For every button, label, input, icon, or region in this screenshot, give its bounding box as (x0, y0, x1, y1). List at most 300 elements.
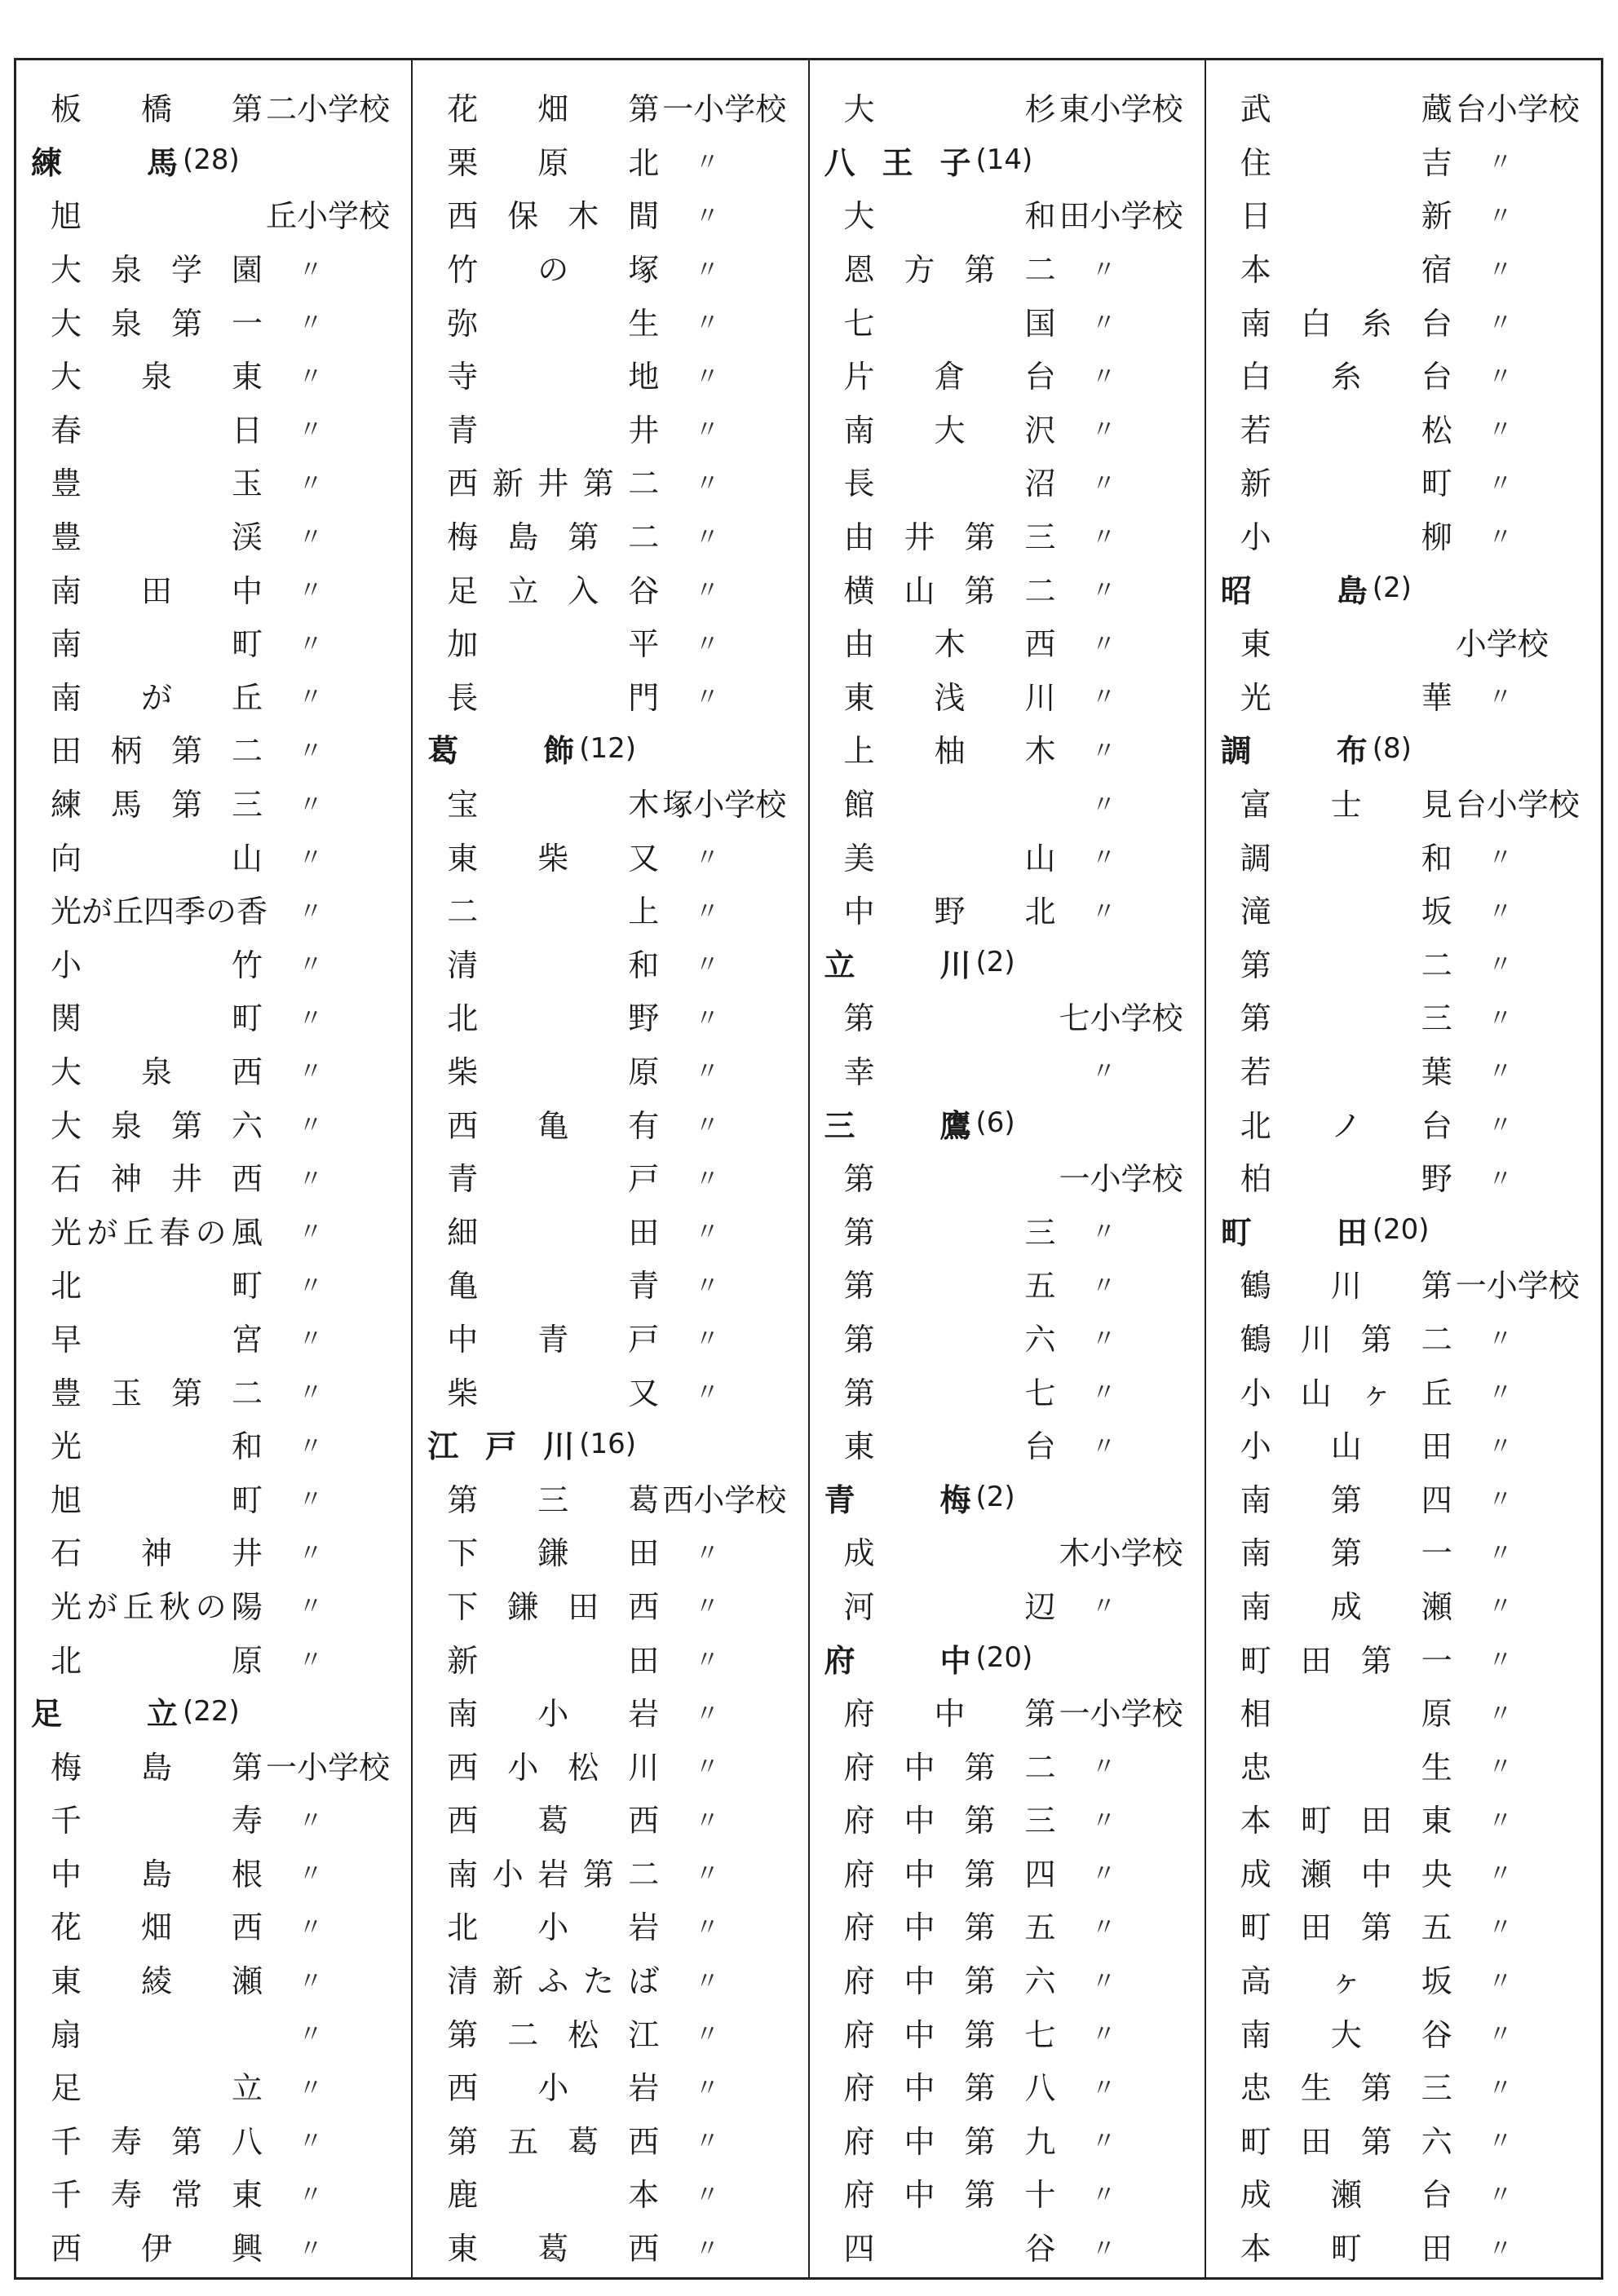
school-row (413, 1952, 807, 2006)
ditto-mark: 〃 (298, 1379, 323, 1408)
ward-name: 足立 (31, 1696, 178, 1733)
school-row (16, 294, 411, 347)
school-name: 四谷 (843, 2231, 1056, 2267)
school-row (16, 80, 411, 134)
ditto-mark: 〃 (1091, 1057, 1116, 1087)
ditto-mark: 〃 (695, 201, 720, 231)
school-row (16, 1203, 411, 1256)
school-name: 成瀬台 (1240, 2177, 1452, 2214)
school-row (1206, 1524, 1601, 1578)
school-suffix: 二小学校 (266, 91, 391, 128)
school-count: (2) (975, 1481, 1015, 1514)
ditto-mark: 〃 (695, 1218, 720, 1247)
school-row (810, 1256, 1205, 1310)
ditto-mark: 〃 (1091, 1379, 1116, 1408)
ditto-mark: 〃 (298, 1164, 323, 1194)
school-name: 大泉西 (51, 1053, 263, 1090)
school-name: 宝木 (447, 787, 660, 823)
school-row (1206, 2113, 1601, 2166)
ward-name: 葛飾 (427, 733, 575, 770)
school-row (16, 1363, 411, 1417)
ditto-mark: 〃 (1091, 1967, 1116, 1996)
school-name: 中野北 (843, 894, 1056, 930)
school-row (16, 1898, 411, 1952)
school-name: 上柚木 (843, 733, 1056, 770)
school-name: 本町田東 (1240, 1803, 1452, 1839)
school-row (810, 1952, 1205, 2006)
school-row (1206, 134, 1601, 188)
ditto-mark: 〃 (1488, 1004, 1513, 1033)
ditto-mark: 〃 (695, 2020, 720, 2050)
school-name: 館 (843, 787, 875, 823)
school-row (1206, 989, 1601, 1043)
ditto-mark: 〃 (298, 1539, 323, 1568)
ward-header (16, 134, 411, 188)
school-name: 栗原北 (447, 144, 660, 181)
school-row (413, 294, 807, 347)
ward-header (810, 1096, 1205, 1150)
school-name: 横山第二 (843, 572, 1056, 609)
school-row (413, 1043, 807, 1097)
ditto-mark: 〃 (1488, 1753, 1513, 1782)
school-row (16, 775, 411, 829)
ditto-mark: 〃 (695, 683, 720, 713)
school-row (810, 1417, 1205, 1471)
ditto-mark: 〃 (1091, 1913, 1116, 1942)
school-row (413, 134, 807, 188)
school-list-table (14, 58, 1603, 2280)
ditto-mark: 〃 (1091, 897, 1116, 926)
ditto-mark: 〃 (298, 1913, 323, 1942)
school-suffix: 塚小学校 (662, 787, 787, 823)
school-name: 第 (843, 1161, 875, 1198)
ditto-mark: 〃 (1488, 1699, 1513, 1729)
ditto-mark: 〃 (695, 897, 720, 926)
ditto-mark: 〃 (695, 1325, 720, 1354)
school-row (413, 775, 807, 829)
school-row (16, 2113, 411, 2166)
ditto-mark: 〃 (695, 844, 720, 873)
ditto-mark: 〃 (298, 362, 323, 391)
ditto-mark: 〃 (298, 576, 323, 606)
ditto-mark: 〃 (298, 469, 323, 498)
column-1 (16, 60, 413, 2277)
ditto-mark: 〃 (695, 1646, 720, 1676)
school-suffix: 一小学校 (1059, 1696, 1183, 1733)
school-row (413, 1150, 807, 1203)
ditto-mark: 〃 (695, 1057, 720, 1087)
school-name: 第七 (843, 1375, 1056, 1411)
school-name: 南大谷 (1240, 2016, 1452, 2053)
school-row (16, 401, 411, 455)
school-name: 小山田 (1240, 1428, 1452, 1465)
school-name: 町田第五 (1240, 1910, 1452, 1946)
ditto-mark: 〃 (695, 576, 720, 606)
ditto-mark: 〃 (695, 1699, 720, 1729)
school-row (810, 1043, 1205, 1097)
school-name: 東 (1240, 626, 1271, 663)
school-row (810, 722, 1205, 775)
school-name: 柏野 (1240, 1161, 1452, 1198)
school-name: 石神井 (51, 1535, 263, 1572)
ditto-mark: 〃 (298, 2127, 323, 2157)
school-row (413, 828, 807, 882)
ditto-mark: 〃 (1091, 2073, 1116, 2103)
school-name: 大泉東 (51, 359, 263, 395)
ditto-mark: 〃 (298, 2073, 323, 2103)
school-row (810, 775, 1205, 829)
ditto-mark: 〃 (298, 1967, 323, 1996)
ward-header (413, 722, 807, 775)
ditto-mark: 〃 (1488, 309, 1513, 338)
school-row (413, 1256, 807, 1310)
school-row (413, 1363, 807, 1417)
ditto-mark: 〃 (298, 255, 323, 285)
ward-header (810, 1631, 1205, 1684)
ditto-mark: 〃 (298, 523, 323, 552)
ditto-mark: 〃 (1488, 1111, 1513, 1141)
school-name: 北野 (447, 1000, 660, 1037)
school-name: 恩方第二 (843, 252, 1056, 289)
ditto-mark: 〃 (1091, 683, 1116, 713)
school-row (810, 1737, 1205, 1791)
ward-header (810, 936, 1205, 990)
ditto-mark: 〃 (695, 951, 720, 980)
school-row (16, 1524, 411, 1578)
school-row (810, 1898, 1205, 1952)
school-row (413, 401, 807, 455)
school-name: 小柳 (1240, 519, 1452, 556)
school-name: 小竹 (51, 947, 263, 983)
school-name: 南田中 (51, 572, 263, 609)
school-name: 新町 (1240, 466, 1452, 502)
school-name: 向山 (51, 840, 263, 876)
ward-header (16, 1684, 411, 1738)
school-row (16, 1845, 411, 1899)
ditto-mark: 〃 (298, 1111, 323, 1141)
school-name: 青井 (447, 412, 660, 448)
school-name: 鹿本 (447, 2177, 660, 2214)
ditto-mark: 〃 (695, 523, 720, 552)
ditto-mark: 〃 (1091, 629, 1116, 659)
school-name: 南小岩第二 (447, 1856, 660, 1892)
school-name: 成 (843, 1535, 875, 1572)
ditto-mark: 〃 (298, 1271, 323, 1300)
school-row (16, 1256, 411, 1310)
school-name: 長沼 (843, 466, 1056, 502)
school-name: 南町 (51, 626, 263, 663)
school-name: 大泉学園 (51, 252, 263, 289)
school-name: 東綾瀬 (51, 1963, 263, 2000)
school-row (1206, 1684, 1601, 1738)
school-row (1206, 401, 1601, 455)
school-row (810, 989, 1205, 1043)
school-name: 第 (843, 1000, 875, 1037)
school-name: 大杉 (843, 91, 1056, 128)
ditto-mark: 〃 (298, 2234, 323, 2263)
school-name: 光が丘四季の香 (51, 894, 268, 930)
ditto-mark: 〃 (298, 1218, 323, 1247)
school-name: 千寿第八 (51, 2123, 263, 2160)
column-3 (810, 60, 1206, 2277)
ditto-mark: 〃 (298, 1860, 323, 1889)
school-row (413, 1470, 807, 1524)
school-name: 七国 (843, 305, 1056, 342)
school-row (810, 454, 1205, 508)
ditto-mark: 〃 (1488, 683, 1513, 713)
school-name: 豊玉第二 (51, 1375, 263, 1411)
school-name: 弥生 (447, 305, 660, 342)
ditto-mark: 〃 (1091, 416, 1116, 445)
school-row (16, 2005, 411, 2059)
school-row (413, 454, 807, 508)
school-row (16, 1631, 411, 1684)
school-row (810, 2219, 1205, 2273)
ditto-mark: 〃 (695, 1753, 720, 1782)
school-name: 扇 (51, 2016, 82, 2053)
school-row (1206, 1845, 1601, 1899)
school-name: 加平 (447, 626, 660, 663)
school-row (1206, 2005, 1601, 2059)
school-name: 北町 (51, 1268, 263, 1305)
ditto-mark: 〃 (695, 1111, 720, 1141)
school-name: 若葉 (1240, 1053, 1452, 1090)
school-row (16, 454, 411, 508)
column-4 (1206, 60, 1601, 2277)
school-row (16, 1310, 411, 1364)
ditto-mark: 〃 (1488, 1539, 1513, 1568)
ditto-mark: 〃 (695, 629, 720, 659)
school-name: 西亀有 (447, 1107, 660, 1144)
school-name: 第三葛 (447, 1481, 660, 1518)
school-name: 鶴川第 (1240, 1268, 1452, 1305)
school-row (16, 561, 411, 615)
school-name: 柴原 (447, 1053, 660, 1090)
ward-header (1206, 1203, 1601, 1256)
school-name: 西新井第二 (447, 466, 660, 502)
ditto-mark: 〃 (1488, 1057, 1513, 1087)
ditto-mark: 〃 (695, 2073, 720, 2103)
ditto-mark: 〃 (298, 897, 323, 926)
ward-name: 昭島 (1220, 572, 1368, 609)
ditto-mark: 〃 (1091, 1592, 1116, 1622)
school-name: 西伊興 (51, 2231, 263, 2267)
ditto-mark: 〃 (298, 1592, 323, 1622)
school-row (1206, 454, 1601, 508)
school-name: 光が丘春の風 (51, 1214, 263, 1251)
school-row (413, 989, 807, 1043)
school-name: 田柄第二 (51, 733, 263, 770)
school-name: 町田第六 (1240, 2123, 1452, 2160)
school-name: 北原 (51, 1642, 263, 1679)
ditto-mark: 〃 (1488, 1860, 1513, 1889)
school-row (413, 1578, 807, 1631)
ditto-mark: 〃 (1091, 1432, 1116, 1461)
school-name: 石神井西 (51, 1161, 263, 1198)
ditto-mark: 〃 (1488, 2073, 1513, 2103)
ditto-mark: 〃 (695, 309, 720, 338)
school-name: 高ヶ坂 (1240, 1963, 1452, 2000)
ditto-mark: 〃 (1488, 1486, 1513, 1515)
school-count: (20) (975, 1641, 1033, 1675)
school-name: 府中第五 (843, 1910, 1056, 1946)
ditto-mark: 〃 (1091, 1753, 1116, 1782)
ditto-mark: 〃 (1091, 362, 1116, 391)
school-suffix: 一小学校 (266, 1749, 391, 1786)
school-row (413, 561, 807, 615)
school-row (413, 508, 807, 562)
ditto-mark: 〃 (1488, 362, 1513, 391)
school-row (413, 1203, 807, 1256)
school-count: (14) (975, 144, 1033, 177)
ditto-mark: 〃 (1488, 1806, 1513, 1835)
school-name: 東柴又 (447, 840, 660, 876)
ditto-mark: 〃 (1091, 576, 1116, 606)
school-name: 第二 (1240, 947, 1452, 983)
school-name: 花畑西 (51, 1910, 263, 1946)
ditto-mark: 〃 (1091, 2020, 1116, 2050)
school-row (810, 1791, 1205, 1845)
school-name: 本町田 (1240, 2231, 1452, 2267)
school-row (16, 2059, 411, 2113)
school-name: 南成瀬 (1240, 1588, 1452, 1625)
school-row (413, 1791, 807, 1845)
ditto-mark: 〃 (298, 1004, 323, 1033)
school-row (810, 1524, 1205, 1578)
school-name: 北小岩 (447, 1910, 660, 1946)
school-name: 滝坂 (1240, 894, 1452, 930)
school-name: 中青戸 (447, 1321, 660, 1358)
ditto-mark: 〃 (695, 2234, 720, 2263)
school-row (810, 2166, 1205, 2219)
school-suffix: 七小学校 (1059, 1000, 1183, 1037)
school-name: 白糸台 (1240, 359, 1452, 395)
school-row (1206, 241, 1601, 294)
school-row (16, 2166, 411, 2219)
school-name: 富士見 (1240, 787, 1452, 823)
school-name: 第三 (843, 1214, 1056, 1251)
ditto-mark: 〃 (1488, 255, 1513, 285)
ditto-mark: 〃 (298, 790, 323, 819)
ward-header (810, 134, 1205, 188)
ditto-mark: 〃 (298, 1325, 323, 1354)
ditto-mark: 〃 (695, 1271, 720, 1300)
school-row (413, 615, 807, 669)
school-name: 下鎌田 (447, 1535, 660, 1572)
ditto-mark: 〃 (298, 309, 323, 338)
school-row (810, 2113, 1205, 2166)
school-name: 府中第十 (843, 2177, 1056, 2214)
school-suffix: 一小学校 (1059, 1161, 1183, 1198)
school-row (810, 1203, 1205, 1256)
ditto-mark: 〃 (1091, 2180, 1116, 2210)
school-name: 足立 (51, 2070, 263, 2107)
school-row (1206, 1043, 1601, 1097)
ditto-mark: 〃 (1488, 1967, 1513, 1996)
school-name: 由井第三 (843, 519, 1056, 556)
ditto-mark: 〃 (1488, 951, 1513, 980)
school-row (16, 508, 411, 562)
ditto-mark: 〃 (1488, 2127, 1513, 2157)
ditto-mark: 〃 (1091, 790, 1116, 819)
school-count: (22) (183, 1694, 240, 1728)
school-row (16, 1952, 411, 2006)
school-name: 光和 (51, 1428, 263, 1465)
ditto-mark: 〃 (1488, 416, 1513, 445)
school-name: 住吉 (1240, 144, 1452, 181)
ditto-mark: 〃 (1488, 2020, 1513, 2050)
school-name: 西小松川 (447, 1749, 660, 1786)
school-name: 相原 (1240, 1696, 1452, 1733)
school-suffix: 西小学校 (662, 1481, 787, 1518)
school-row (1206, 1952, 1601, 2006)
school-name: 町田第一 (1240, 1642, 1452, 1679)
school-name: 足立入谷 (447, 572, 660, 609)
school-name: 板橋第 (51, 91, 263, 128)
ward-name: 町田 (1220, 1214, 1368, 1251)
school-row (413, 1737, 807, 1791)
school-name: 大泉第六 (51, 1107, 263, 1144)
ward-name: 八王子 (824, 144, 971, 181)
school-row (1206, 1737, 1601, 1791)
school-name: 日新 (1240, 198, 1452, 235)
column-2 (413, 60, 809, 2277)
ditto-mark: 〃 (695, 362, 720, 391)
school-name: 府中第七 (843, 2016, 1056, 2053)
school-name: 鶴川第二 (1240, 1321, 1452, 1358)
school-suffix: 一小学校 (1455, 1268, 1580, 1305)
school-row (1206, 2219, 1601, 2273)
school-row (1206, 347, 1601, 401)
school-row (810, 187, 1205, 241)
school-row (16, 936, 411, 990)
school-name: 下鎌田西 (447, 1588, 660, 1625)
school-name: 府中第四 (843, 1856, 1056, 1892)
school-name: 新田 (447, 1642, 660, 1679)
school-name: 細田 (447, 1214, 660, 1251)
school-name: 府中第六 (843, 1963, 1056, 2000)
ditto-mark: 〃 (298, 1432, 323, 1461)
school-name: 花畑第 (447, 91, 660, 128)
school-name: 忠生第三 (1240, 2070, 1452, 2107)
ditto-mark: 〃 (1488, 201, 1513, 231)
school-name: 青戸 (447, 1161, 660, 1198)
ditto-mark: 〃 (298, 1646, 323, 1676)
ditto-mark: 〃 (695, 1967, 720, 1996)
school-row (810, 1310, 1205, 1364)
ditto-mark: 〃 (695, 1164, 720, 1194)
school-row (1206, 1578, 1601, 1631)
school-name: 南大沢 (843, 412, 1056, 448)
school-row (16, 722, 411, 775)
school-row (413, 1310, 807, 1364)
school-name: 西葛西 (447, 1803, 660, 1839)
school-row (413, 1845, 807, 1899)
school-row (810, 1363, 1205, 1417)
ditto-mark: 〃 (1488, 1325, 1513, 1354)
school-count: (12) (579, 731, 637, 765)
ditto-mark: 〃 (1488, 523, 1513, 552)
school-row (810, 1845, 1205, 1899)
ditto-mark: 〃 (298, 416, 323, 445)
school-row (16, 828, 411, 882)
school-row (1206, 775, 1601, 829)
ditto-mark: 〃 (1488, 1379, 1513, 1408)
ditto-mark: 〃 (1488, 2234, 1513, 2263)
school-name: 本宿 (1240, 252, 1452, 289)
school-row (810, 347, 1205, 401)
school-name: 武蔵 (1240, 91, 1452, 128)
